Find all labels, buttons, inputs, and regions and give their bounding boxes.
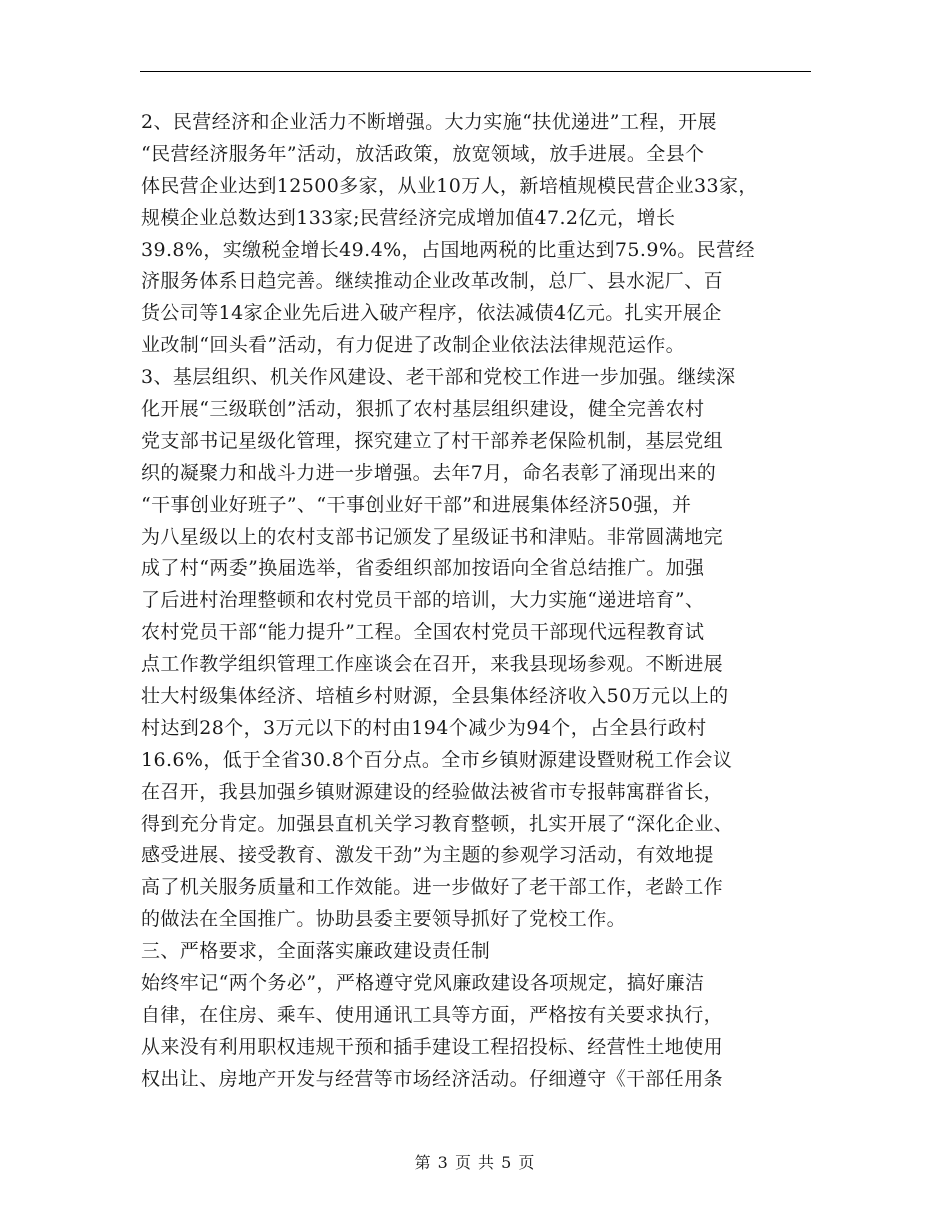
text-line: 始终牢记“两个务必”，严格遵守党风廉政建设各项规定，搞好廉洁 [141, 972, 705, 995]
text-line: 从来没有利用职权违规干预和插手建设工程招投标、经营性土地使用 [141, 1035, 724, 1058]
text-line: 自律，在住房、乘车、使用通讯工具等方面，严格按有关要求执行， [141, 1003, 724, 1026]
text-line: 权出让、房地产开发与经营等市场经济活动。仔细遵守《干部任用条 [141, 1067, 724, 1090]
text-line: 得到充分肯定。加强县直机关学习教育整顿，扎实开展了“深化企业、 [141, 812, 734, 835]
text-line: 织的凝聚力和战斗力进一步增强。去年7月，命名表彰了涌现出来的 [141, 461, 717, 484]
text-line: 化开展“三级联创”活动，狠抓了农村基层组织建设，健全完善农村 [141, 398, 705, 421]
text-line: 农村党员干部“能力提升”工程。全国农村党员干部现代远程教育试 [141, 621, 705, 644]
text-line: 39.8%，实缴税金增长49.4%，占国地两税的比重达到75.9%。民营经 [141, 238, 755, 261]
text-line: 济服务体系日趋完善。继续推动企业改革改制，总厂、县水泥厂、百 [141, 270, 724, 293]
header-rule [140, 71, 811, 72]
text-line: 感受进展、接受教育、激发干劲”为主题的参观学习活动，有效地提 [141, 844, 714, 867]
text-line: 在召开，我县加强乡镇财源建设的经验做法被省市专报韩寓群省长， [141, 780, 724, 803]
text-line: 货公司等14家企业先后进入破产程序，依法减债4亿元。扎实开展企 [141, 302, 722, 325]
text-line: 成了村“两委”换届选举，省委组织部加按语向全省总结推广。加强 [141, 557, 705, 580]
text-line: 高了机关服务质量和工作效能。进一步做好了老干部工作，老龄工作 [141, 876, 724, 899]
text-line: 3、基层组织、机关作风建设、老干部和党校工作进一步加强。继续深 [141, 366, 736, 389]
text-line: 壮大村级集体经济、培植乡村财源，全县集体经济收入50万元以上的 [141, 685, 729, 708]
page-number: 第 3 页 共 5 页 [414, 1153, 536, 1172]
section-heading: 三、严格要求，全面落实廉政建设责任制 [141, 940, 491, 963]
text-line: 16.6%，低于全省30.8个百分点。全市乡镇财源建设暨财税工作会议 [141, 748, 733, 771]
text-line: 业改制“回头看”活动，有力促进了改制企业依法法律规范运作。 [141, 334, 686, 357]
text-line: 为八星级以上的农村支部书记颁发了星级证书和津贴。非常圆满地完 [141, 525, 724, 548]
text-line: “干事创业好班子”、“干事创业好干部”和进展集体经济50强，并 [141, 493, 692, 516]
text-line: 了后进村治理整顿和农村党员干部的培训，大力实施“递进培育”、 [141, 589, 705, 612]
text-line: 村达到28个，3万元以下的村由194个减少为94个，占全县行政村 [141, 716, 707, 739]
text-line: 的做法在全国推广。协助县委主要领导抓好了党校工作。 [141, 908, 627, 931]
text-line: 党支部书记星级化管理，探究建立了村干部养老保险机制，基层党组 [141, 429, 724, 452]
text-line: 点工作教学组织管理工作座谈会在召开，来我县现场参观。不断进展 [141, 653, 724, 676]
text-line: 2、民营经济和企业活力不断增强。大力实施“扶优递进”工程，开展 [141, 111, 717, 133]
text-line: 规模企业总数达到133家;民营经济完成增加值47.2亿元，增长 [141, 206, 676, 229]
text-line: “民营经济服务年”活动，放活政策，放宽领域，放手进展。全县个 [141, 142, 705, 165]
document-body [141, 107, 821, 1096]
text-line: 体民营企业达到12500多家，从业10万人，新培植规模民营企业33家， [141, 174, 758, 197]
